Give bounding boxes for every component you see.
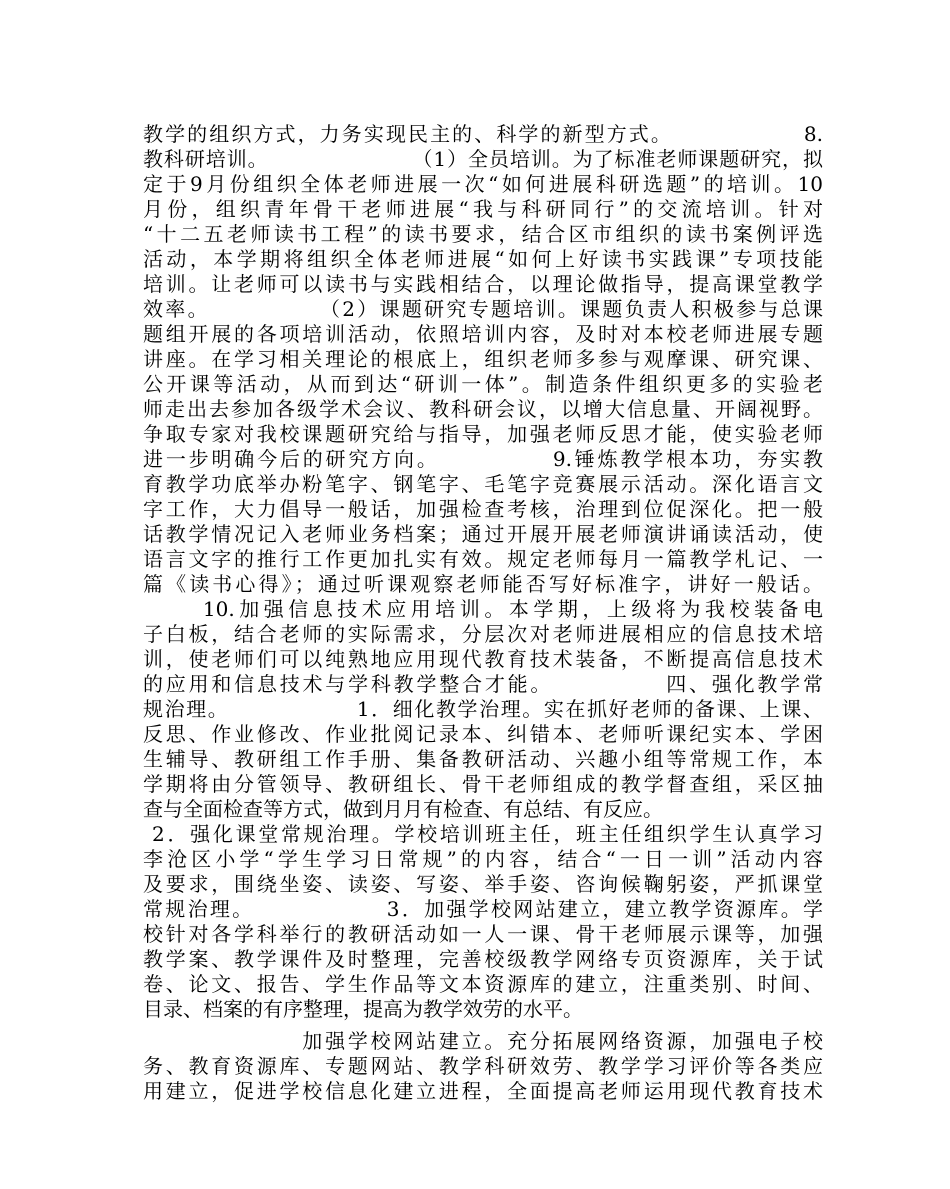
text-line: 学期将由分管领导、教研组长、骨干老师组成的教学督查组，采区抽 xyxy=(143,772,823,796)
text-line: 及要求，围绕坐姿、读姿、写姿、举手姿、咨询候鞠躬姿，严抓课堂 xyxy=(143,872,823,896)
text-line: 的应用和信息技术与学科教学整合才能。 四、强化教学常 xyxy=(143,672,823,696)
text-line: 用建立，促进学校信息化建立进程，全面提高老师运用现代教育技术 xyxy=(143,1079,823,1103)
text-line: 活动，本学期将组织全体老师进展“如何上好读书实践课”专项技能 xyxy=(143,247,823,271)
text-line: “十二五老师读书工程”的读书要求，结合区市组织的读书案例评选 xyxy=(143,222,823,246)
text-line: 教科研培训。 （1）全员培训。为了标准老师课题研究，拟 xyxy=(143,147,823,171)
text-line: 生辅导、教研组工作手册、集备教研活动、兴趣小组等常规工作，本 xyxy=(143,747,823,771)
text-line: 常规治理。 3．加强学校网站建立，建立教学资源库。学 xyxy=(143,897,823,921)
text-line: 目录、档案的有序整理，提高为教学效劳的水平。 xyxy=(143,997,583,1021)
text-line: 讲座。在学习相关理论的根底上，组织老师多参与观摩课、研究课、 xyxy=(143,347,823,371)
text-line: 卷、论文、报告、学生作品等文本资源库的建立，注重类别、时间、 xyxy=(143,972,823,996)
text-line: 务、教育资源库、专题网站、教学科研效劳、教学学习评价等各类应 xyxy=(143,1054,823,1078)
text-line: 争取专家对我校课题研究给与指导，加强老师反思才能，使实验老师 xyxy=(143,422,823,446)
text-line: 校针对各学科举行的教研活动如一人一课、骨干老师展示课等，加强 xyxy=(143,922,823,946)
text-line: 培训。让老师可以读书与实践相结合，以理论做指导，提高课堂教学 xyxy=(143,272,823,296)
text-line: 教学的组织方式，力务实现民主的、科学的新型方式。 8. xyxy=(143,122,823,146)
text-line: 字工作，大力倡导一般话，加强检查考核，治理到位促深化。把一般 xyxy=(143,497,823,521)
text-line: 规治理。 1．细化教学治理。实在抓好老师的备课、上课、 xyxy=(143,697,823,721)
text-line: 公开课等活动，从而到达“研训一体”。制造条件组织更多的实验老 xyxy=(143,372,823,396)
text-line: 题组开展的各项培训活动，依照培训内容，及时对本校老师进展专题 xyxy=(143,322,823,346)
text-line: 月份，组织青年骨干老师进展“我与科研同行”的交流培训。针对 xyxy=(143,197,823,221)
text-line: 2．强化课堂常规治理。学校培训班主任，班主任组织学生认真学习 xyxy=(143,822,823,846)
text-line: 师走出去参加各级学术会议、教科研会议，以增大信息量、开阔视野。 xyxy=(143,397,823,421)
text-line: 进一步明确今后的研究方向。 9.锤炼教学根本功，夯实教 xyxy=(143,447,823,471)
text-line: 定于9月份组织全体老师进展一次“如何进展科研选题”的培训。10 xyxy=(143,172,823,196)
text-line: 语言文字的推行工作更加扎实有效。规定老师每月一篇教学札记、一 xyxy=(143,547,823,571)
text-line: 李沧区小学“学生学习日常规”的内容，结合“一日一训”活动内容 xyxy=(143,847,823,871)
text-line: 篇《读书心得》；通过听课观察老师能否写好标准字，讲好一般话。 xyxy=(143,572,823,596)
text-line: 加强学校网站建立。充分拓展网络资源，加强电子校 xyxy=(143,1029,823,1053)
text-line: 话教学情况记入老师业务档案；通过开展开展老师演讲诵读活动，使 xyxy=(143,522,823,546)
text-line: 子白板，结合老师的实际需求，分层次对老师进展相应的信息技术培 xyxy=(143,622,823,646)
text-line: 反思、作业修改、作业批阅记录本、纠错本、老师听课纪实本、学困 xyxy=(143,722,823,746)
text-line: 育教学功底举办粉笔字、钢笔字、毛笔字竞赛展示活动。深化语言文 xyxy=(143,472,823,496)
text-line: 效率。 （2）课题研究专题培训。课题负责人积极参与总课 xyxy=(143,297,823,321)
text-line: 训，使老师们可以纯熟地应用现代教育技术装备，不断提高信息技术 xyxy=(143,647,823,671)
text-line: 查与全面检查等方式，做到月月有检查、有总结、有反应。 xyxy=(143,797,663,821)
text-line: 教学案、教学课件及时整理，完善校级教学网络专页资源库，关于试 xyxy=(143,947,823,971)
text-line: 10.加强信息技术应用培训。本学期，上级将为我校装备电 xyxy=(143,597,823,621)
